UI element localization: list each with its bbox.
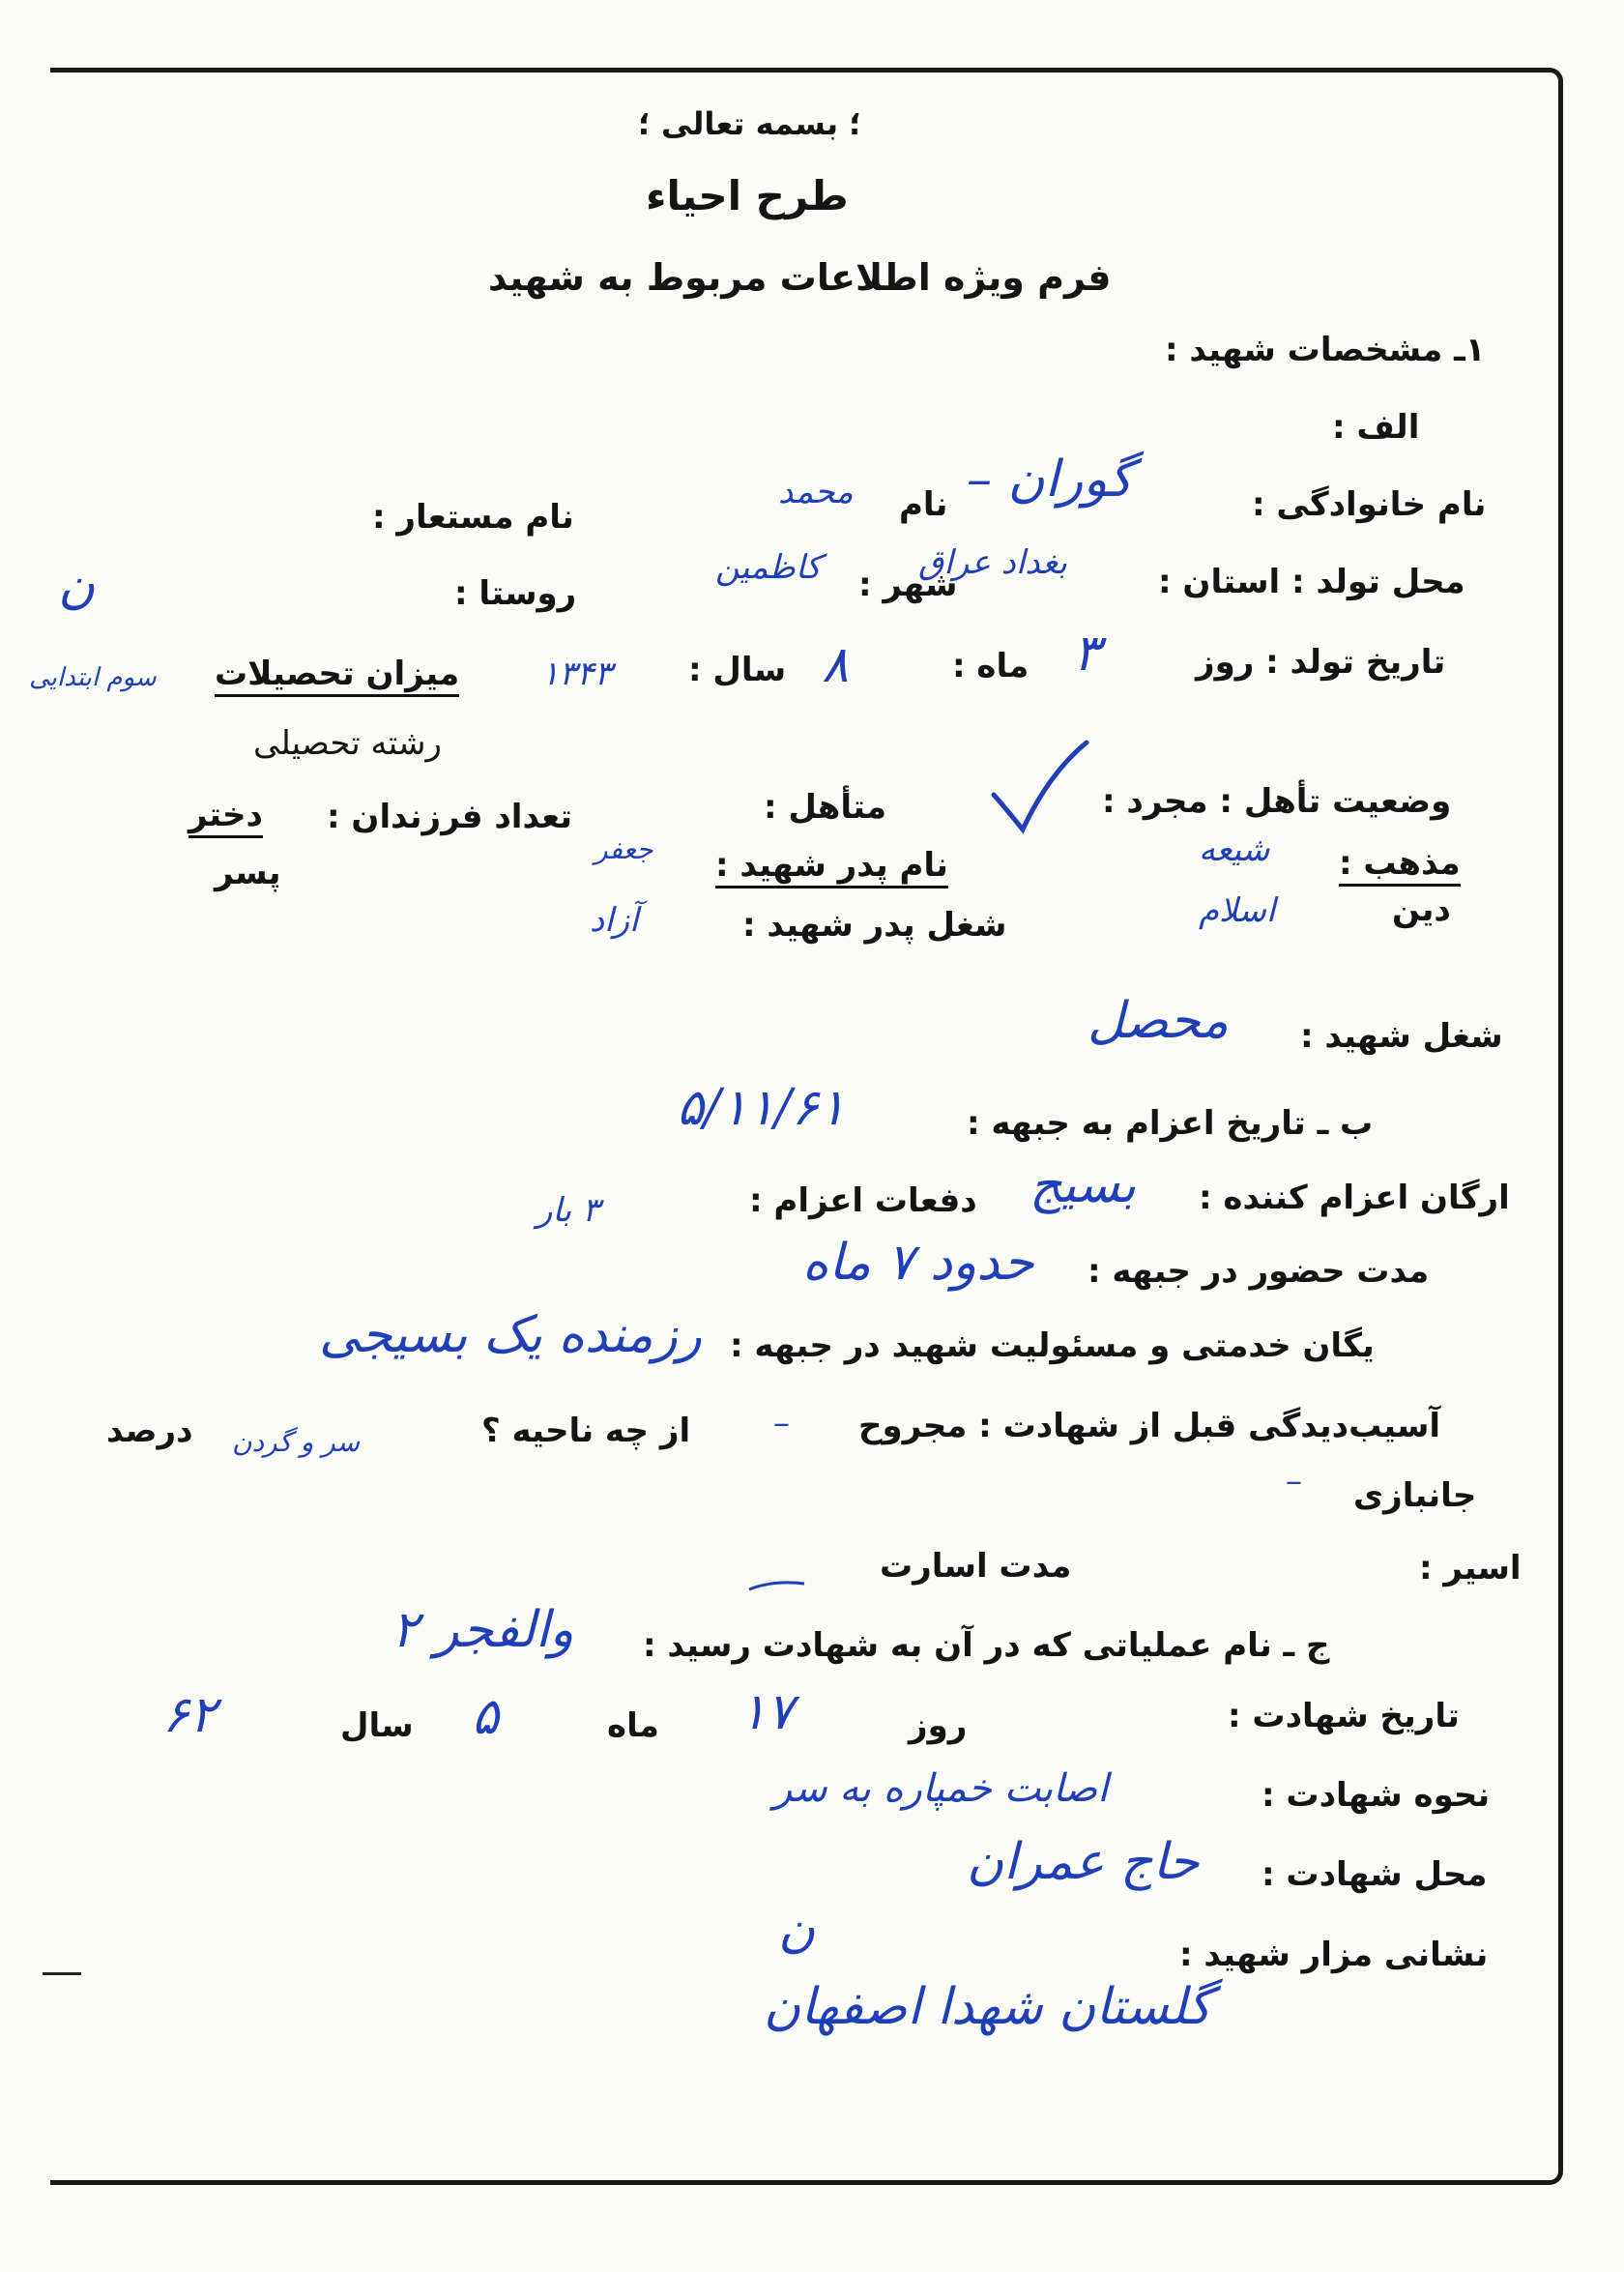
job-value: محصل xyxy=(1088,992,1229,1050)
section-heading: ۱ـ مشخصات شهید : xyxy=(1165,331,1486,369)
first-name-label: نام xyxy=(899,485,948,524)
injury-area-label: از چه ناحیه ؟ xyxy=(481,1412,691,1450)
martyrdom-manner-label: نحوه شهادت : xyxy=(1262,1776,1491,1815)
sect-value: شیعه xyxy=(1199,830,1270,869)
birth-year-value: ۱۳۴۳ xyxy=(541,655,613,693)
martyrdom-day-label: روز xyxy=(909,1706,968,1745)
grave-address-label: نشانی مزار شهید : xyxy=(1179,1936,1489,1974)
education-label: میزان تحصیلات xyxy=(215,657,459,697)
birth-year-label: سال : xyxy=(688,651,787,689)
unit-role-label: یگان خدمتی و مسئولیت شهید در جبهه : xyxy=(730,1326,1375,1365)
son-label: پسر xyxy=(215,854,281,892)
birthplace-label: محل تولد : استان : xyxy=(1158,563,1465,601)
birth-month-value: ۸ xyxy=(822,636,849,694)
captivity-duration-label: مدت اسارت xyxy=(880,1547,1072,1586)
city-label: شهر : xyxy=(858,566,958,604)
operation-value: والفجر ۲ xyxy=(392,1601,574,1659)
children-count-label: تعداد فرزندان : xyxy=(327,798,573,836)
alias-label: نام مستعار : xyxy=(372,498,574,537)
family-name-label: نام خانوادگی : xyxy=(1252,485,1487,524)
martyrdom-manner-value: اصابت خمپاره به سر xyxy=(773,1766,1109,1811)
grave-address-value-1: ن xyxy=(778,1901,816,1959)
unit-role-value: رزمنده یک بسیجی xyxy=(319,1306,702,1364)
injury-label: آسیب‌دیدگی قبل از شهادت : مجروح xyxy=(858,1407,1441,1445)
dispatch-count-label: دفعات اعزام : xyxy=(749,1181,977,1220)
martyrdom-month-label: ماه xyxy=(607,1706,659,1745)
front-duration-label: مدت حضور در جبهه : xyxy=(1088,1252,1430,1291)
job-label: شغل شهید : xyxy=(1300,1017,1503,1056)
front-duration-value: حدود ۷ ماه xyxy=(802,1234,1034,1292)
border-mark xyxy=(43,1972,81,1975)
grave-address-value-2: گلستان شهدا اصفهان xyxy=(764,1978,1212,2036)
martyrdom-day-value: ۱۷ xyxy=(740,1683,794,1741)
birth-month-label: ماه : xyxy=(952,647,1030,685)
martyrdom-date-label: تاریخ شهادت : xyxy=(1228,1697,1460,1735)
father-name-value: جعفر xyxy=(594,833,653,865)
basmala: ؛ بسمه تعالی ؛ xyxy=(638,105,861,142)
disability-label: جانبازی xyxy=(1353,1476,1477,1515)
dispatch-date-value: ۵/۱۱/۶۱ xyxy=(677,1079,846,1137)
birth-day-value: ۳ xyxy=(1073,625,1100,683)
marital-status-label: وضعیت تأهل : مجرد : xyxy=(1102,782,1452,821)
injury-area-value: سر و گردن xyxy=(232,1426,361,1458)
martyrdom-year-value: ۶۲ xyxy=(162,1686,217,1744)
birthdate-label: تاریخ تولد : روز xyxy=(1196,643,1446,682)
form-subtitle: فرم ویژه اطلاعات مربوط به شهید xyxy=(488,256,1112,299)
form-title: طرح احیاء xyxy=(646,172,849,219)
first-name-value: محمد xyxy=(778,473,854,511)
captive-label: اسیر : xyxy=(1419,1549,1522,1587)
injury-value: – xyxy=(773,1404,790,1442)
education-value: سوم ابتدایی xyxy=(29,663,157,692)
father-job-label: شغل پدر شهید : xyxy=(742,906,1007,945)
operation-label: ج ـ نام عملیاتی که در آن به شهادت رسید : xyxy=(643,1626,1330,1665)
birthplace-province-value: بغداد عراق xyxy=(918,543,1067,582)
martyrdom-place-value: حاج عمران xyxy=(967,1833,1200,1891)
part-alef-label: الف : xyxy=(1332,408,1420,447)
family-name-value: گوران – xyxy=(967,451,1133,509)
sect-label: مذهب : xyxy=(1339,847,1461,887)
village-value: ن xyxy=(58,557,96,615)
village-label: روستا : xyxy=(454,574,577,613)
father-name-label: نام پدر شهید : xyxy=(715,849,948,888)
religion-value: اسلام xyxy=(1199,891,1276,930)
check-mark xyxy=(986,735,1092,841)
dispatch-date-label: ب ـ تاریخ اعزام به جبهه : xyxy=(967,1104,1374,1143)
married-label: متأهل : xyxy=(764,788,887,827)
father-job-value: آزاد xyxy=(590,901,639,940)
martyrdom-year-label: سال xyxy=(340,1706,414,1745)
city-value: کاظمین xyxy=(715,548,822,587)
dispatch-count-value: ۳ بار xyxy=(536,1191,600,1230)
percent-label: درصد xyxy=(106,1412,193,1450)
martyrdom-place-label: محل شهادت : xyxy=(1262,1855,1488,1894)
daughter-label: دختر xyxy=(188,799,263,838)
religion-label: دین xyxy=(1392,890,1451,929)
dispatch-org-value: بسیج xyxy=(1030,1156,1137,1214)
field-of-study-label: رشته تحصیلی xyxy=(253,724,442,763)
blank-dash xyxy=(744,1576,812,1595)
disability-value: – xyxy=(1286,1462,1302,1500)
dispatch-org-label: ارگان اعزام کننده : xyxy=(1199,1179,1510,1217)
martyrdom-month-value: ۵ xyxy=(472,1688,499,1746)
